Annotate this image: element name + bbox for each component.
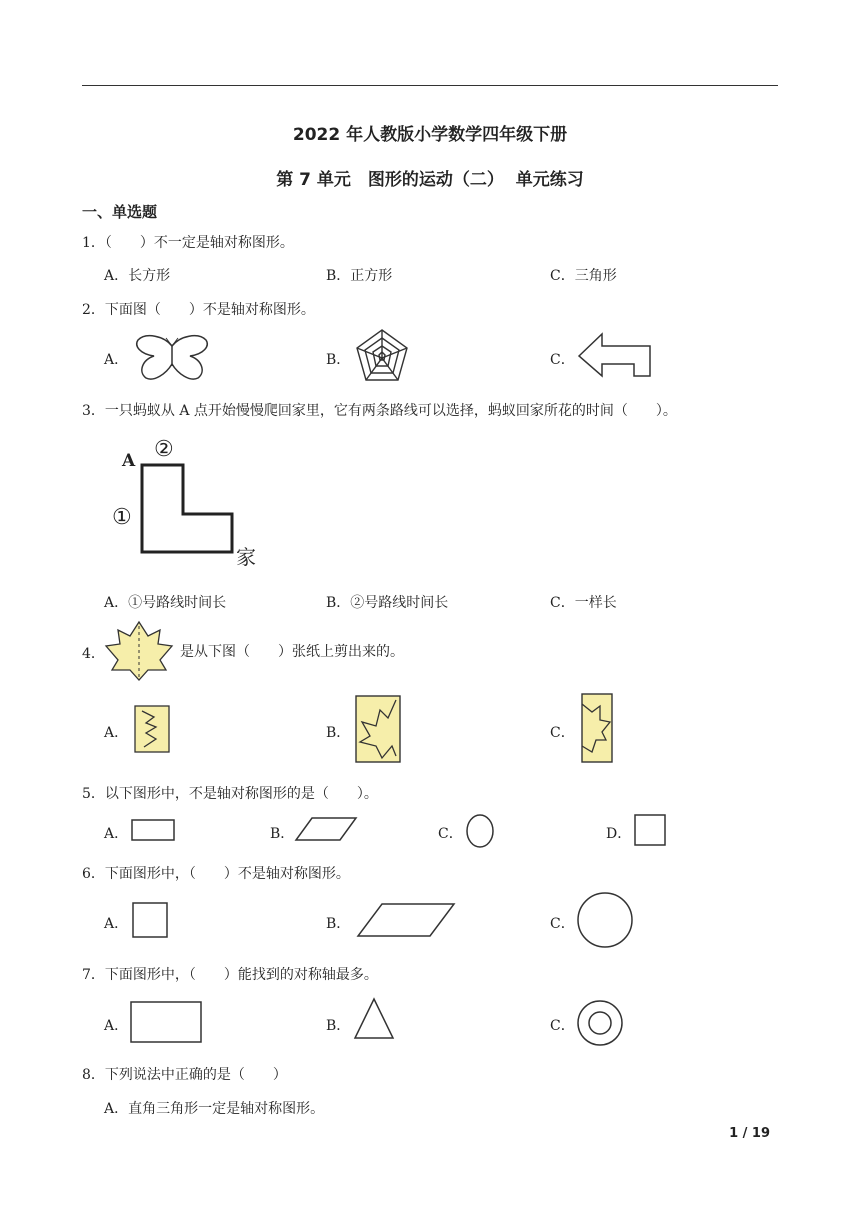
header-rule — [82, 85, 778, 86]
q1-option-c: C．三角形 — [550, 268, 617, 284]
paper-b-figure — [352, 692, 406, 766]
label-route1: ① — [112, 505, 132, 530]
unit-title: 第 7 单元 图形的运动（二） 单元练习 — [276, 170, 584, 190]
parallelogram-figure-q6 — [354, 900, 458, 940]
paper-c-figure — [578, 690, 616, 766]
q6-option-b: B． — [326, 916, 351, 932]
q4-option-a: A． — [104, 725, 129, 741]
question-2-stem: 2．下面图（ ）不是轴对称图形。 — [82, 302, 315, 318]
q5-option-a: A． — [104, 826, 129, 842]
question-1-stem: 1．（ ）不一定是轴对称图形。 — [82, 235, 294, 251]
circle-figure — [574, 890, 636, 950]
square-figure-q6 — [130, 900, 170, 940]
question-7-stem: 7．下面图形中，（ ）能找到的对称轴最多。 — [82, 967, 378, 983]
q2-option-c: C． — [550, 352, 575, 368]
square-figure — [632, 812, 668, 848]
route-diagram — [110, 432, 270, 572]
q8-option-a: A．直角三角形一定是轴对称图形。 — [104, 1101, 325, 1117]
q7-option-c: C． — [550, 1018, 575, 1034]
q3-option-b: B．②号路线时间长 — [326, 595, 449, 611]
rectangle-figure — [130, 816, 176, 844]
q1-option-a: A．长方形 — [104, 268, 171, 284]
spiderweb-figure — [354, 328, 410, 386]
q7-option-b: B． — [326, 1018, 351, 1034]
q5-option-d: D． — [606, 826, 632, 842]
question-4-stem: 是从下图（ ）张纸上剪出来的。 — [180, 644, 404, 660]
paper-a-figure — [132, 703, 172, 755]
q2-option-b: B． — [326, 352, 351, 368]
q7-option-a: A． — [104, 1018, 129, 1034]
document-title: 2022 年人教版小学数学四年级下册 — [292, 125, 568, 145]
label-route2: ② — [154, 437, 174, 462]
q2-option-a: A． — [104, 352, 129, 368]
butterfly-figure — [132, 332, 212, 382]
question-4-number: 4． — [82, 646, 105, 662]
q3-option-c: C．一样长 — [550, 595, 617, 611]
arrow-figure — [576, 330, 656, 378]
parallelogram-figure — [294, 814, 360, 844]
q5-option-b: B． — [270, 826, 295, 842]
triangle-figure — [352, 996, 396, 1042]
q4-option-c: C． — [550, 725, 575, 741]
q6-option-c: C． — [550, 916, 575, 932]
q4-option-b: B． — [326, 725, 351, 741]
label-home: 家 — [236, 545, 256, 569]
leaf-figure — [104, 620, 174, 682]
label-a: A — [122, 451, 136, 471]
ellipse-figure — [464, 812, 496, 850]
concentric-circles-figure — [575, 998, 625, 1048]
question-6-stem: 6．下面图形中，（ ）不是轴对称图形。 — [82, 866, 350, 882]
rectangle-figure-q7 — [128, 999, 204, 1045]
question-3-stem: 3．一只蚂蚁从 A 点开始慢慢爬回家里，它有两条路线可以选择，蚂蚁回家所花的时间（ ）。 — [82, 403, 677, 419]
q6-option-a: A． — [104, 916, 129, 932]
q1-option-b: B．正方形 — [326, 268, 393, 284]
question-8-stem: 8．下列说法中正确的是（ ） — [82, 1067, 287, 1083]
q3-option-a: A．①号路线时间长 — [104, 595, 227, 611]
section-heading: 一、单选题 — [82, 203, 158, 221]
question-5-stem: 5．以下图形中，不是轴对称图形的是（ ）。 — [82, 786, 378, 802]
q5-option-c: C． — [438, 826, 463, 842]
page-number: 1 / 19 — [729, 1126, 770, 1141]
